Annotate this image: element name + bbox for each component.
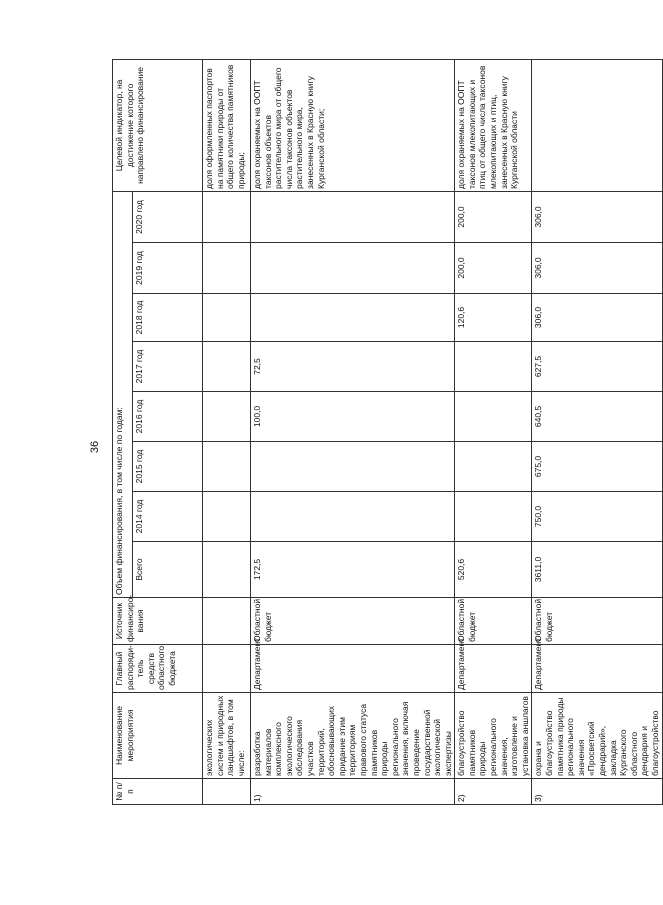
cell-year-value: [251, 294, 455, 342]
cell-year-value: [251, 492, 455, 542]
cell-source: [203, 598, 251, 645]
cell-year-value: 640,5: [532, 392, 662, 442]
cell-year-value: [455, 492, 532, 542]
cell-total: [203, 542, 251, 598]
rotated-page: [112, 60, 660, 805]
cell-manager: [203, 645, 251, 693]
header-year: 2020 год: [133, 191, 203, 242]
cell-year-value: [455, 342, 532, 392]
cell-manager: Департамент: [455, 645, 532, 693]
table-row: [203, 59, 251, 804]
cell-num: 3): [532, 779, 662, 805]
header-indicator: Целевой индикатор, на достижение которого направлено финансирование: [113, 59, 203, 191]
cell-year-value: 200,0: [455, 191, 532, 242]
cell-source: Областной бюджет: [251, 598, 455, 645]
cell-year-value: 120,6: [455, 294, 532, 342]
cell-year-value: 200,0: [455, 243, 532, 294]
cell-name: разработка материалов комплексного экологического обследования участков территорий, обосновывающих придание этим территориям правового статуса памятников природы регионального значения, включая проведение государственной экологической экспертизы: [251, 693, 455, 779]
cell-year-value: [203, 442, 251, 492]
cell-year-value: 675,0: [532, 442, 662, 492]
cell-year-value: [251, 243, 455, 294]
cell-year-value: 627,5: [532, 342, 662, 392]
table-row: [532, 59, 662, 804]
cell-total: 3611,0: [532, 542, 662, 598]
cell-indicator: доля охраняемых на ООПТ таксонов объектов растительного мира от общего числа таксонов объектов растительного мира, занесенных в Красную книгу Курганской области;: [251, 59, 455, 191]
cell-name: охрана и благоустройство памятника природы регионального значения «Просветский дендрарий», закладка Курганского областного дендрария и благоустройство: [532, 693, 662, 779]
header-year: 2014 год: [133, 492, 203, 542]
cell-indicator: [532, 59, 662, 191]
cell-year-value: [251, 442, 455, 492]
cell-year-value: [251, 191, 455, 242]
cell-year-value: [203, 392, 251, 442]
cell-source: Областной бюджет: [532, 598, 662, 645]
cell-year-value: 100,0: [251, 392, 455, 442]
table-row: [455, 59, 532, 804]
header-total: Всего: [133, 542, 203, 598]
header-year: 2016 год: [133, 392, 203, 442]
cell-manager: Департамент: [532, 645, 662, 693]
header-year: 2018 год: [133, 294, 203, 342]
cell-indicator: доля охраняемых на ООПТ таксонов млекопитающих и птиц от общего числа таксонов млекопитающих и птиц, занесенных в Красную книгу Курганской области: [455, 59, 532, 191]
cell-manager: Департамент: [251, 645, 455, 693]
cell-year-value: [455, 392, 532, 442]
cell-year-value: [203, 243, 251, 294]
cell-year-value: [203, 342, 251, 392]
cell-year-value: 72,5: [251, 342, 455, 392]
cell-total: 172,5: [251, 542, 455, 598]
cell-year-value: 306,0: [532, 243, 662, 294]
cell-name: благоустройство памятников природы регионального значения, изготовление и установка аншлагов: [455, 693, 532, 779]
header-year: 2015 год: [133, 442, 203, 492]
page-number: 36: [89, 440, 101, 454]
cell-year-value: 306,0: [532, 294, 662, 342]
cell-year-value: [203, 294, 251, 342]
cell-num: [203, 779, 251, 805]
financing-table: [112, 59, 663, 805]
cell-num: 1): [251, 779, 455, 805]
header-volume: Объем финансирования, в том числе по годам:: [113, 191, 133, 597]
header-year: 2019 год: [133, 243, 203, 294]
cell-num: 2): [455, 779, 532, 805]
cell-year-value: 306,0: [532, 191, 662, 242]
table-row: [251, 59, 455, 804]
header-num: № п/п: [113, 779, 203, 805]
cell-source: Областной бюджет: [455, 598, 532, 645]
cell-year-value: 750,0: [532, 492, 662, 542]
header-source: Источник финансиро-вания: [113, 598, 203, 645]
cell-year-value: [455, 442, 532, 492]
cell-name: экологических систем и природных ландшафтов, в том числе:: [203, 693, 251, 779]
cell-year-value: [203, 492, 251, 542]
cell-indicator: доля оформленных паспортов на памятники природы от общего количества памятников природы;: [203, 59, 251, 191]
cell-total: 520,6: [455, 542, 532, 598]
cell-year-value: [203, 191, 251, 242]
header-name: Наименование мероприятия: [113, 693, 203, 779]
header-year: 2017 год: [133, 342, 203, 392]
header-manager: Главный распоряди-тель средств областного бюджета: [113, 645, 203, 693]
